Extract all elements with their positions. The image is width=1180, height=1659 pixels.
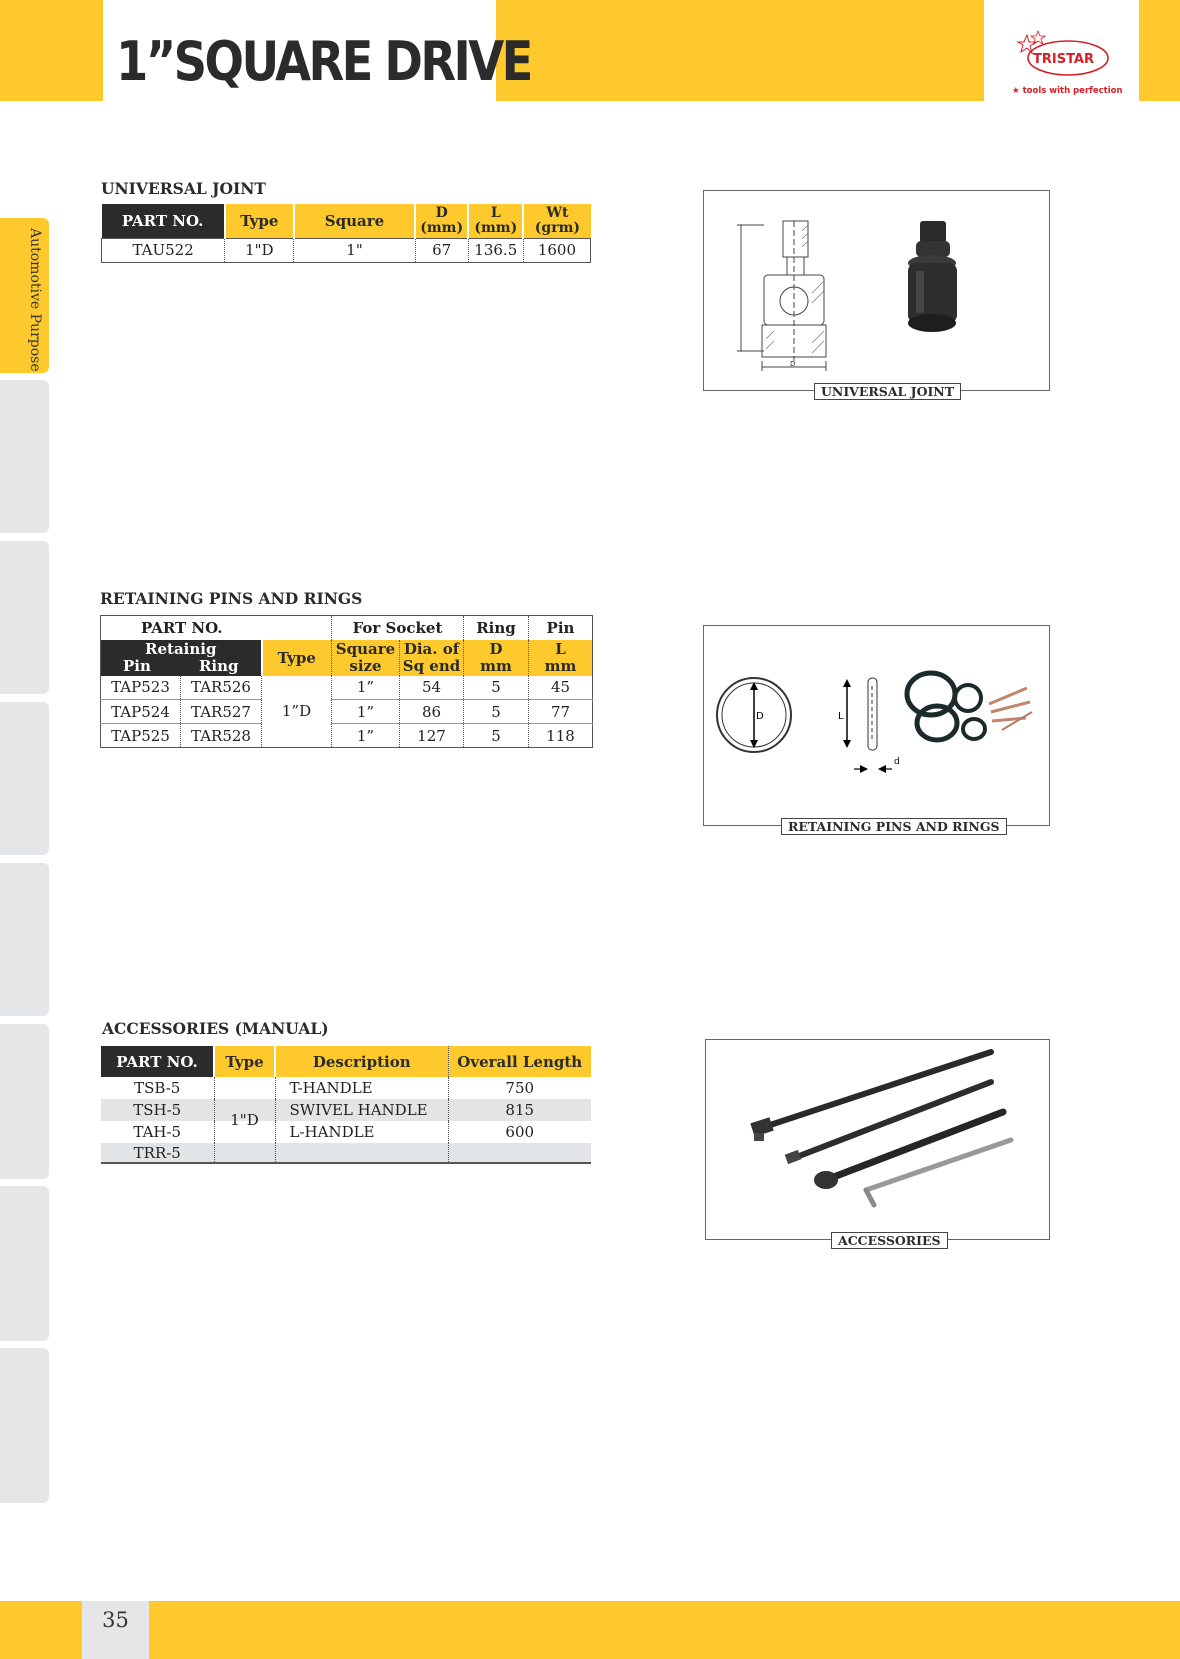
col-type: Type: [225, 204, 294, 238]
figure-retaining: [703, 625, 1050, 834]
table-row: TSB-5 1"D T-HANDLE 750: [101, 1077, 591, 1099]
figure-accessories: [705, 1039, 1050, 1248]
side-tab-6[interactable]: [0, 1024, 49, 1179]
table-row: TAP523 TAR526 1”D 1” 54 5 45: [101, 676, 593, 700]
side-tab-5[interactable]: [0, 863, 49, 1016]
svg-text:D: D: [756, 711, 764, 722]
table-row: TAH-5 L-HANDLE 600: [101, 1121, 591, 1143]
figure-universal-joint: [703, 190, 1050, 399]
col-part-no: PART NO.: [102, 204, 225, 238]
brand-logo: [984, 0, 1139, 101]
svg-text:D: D: [790, 360, 796, 368]
universal-joint-table: [101, 204, 591, 263]
section-title-accessories: ACCESSORIES (MANUAL): [102, 1019, 329, 1038]
table-row: TAP525 TAR528 1” 127 5 118: [101, 724, 593, 748]
side-tab-2[interactable]: [0, 380, 49, 533]
page-title: 1”SQUARE DRIVE: [116, 30, 531, 93]
side-tab-automotive-purpose[interactable]: [0, 218, 49, 373]
table-row: TRR-5: [101, 1143, 591, 1163]
side-tab-3[interactable]: [0, 541, 49, 694]
table-row: TAU522 1"D 1" 67 136.5 1600: [102, 238, 591, 262]
col-d: D (mm): [415, 204, 468, 238]
footer-band: [0, 1601, 1180, 1659]
universal-joint-drawing: [704, 191, 1049, 390]
figure-caption: ACCESSORIES: [831, 1232, 948, 1249]
side-tab-label: Automotive Purpose: [27, 228, 43, 372]
figure-caption: UNIVERSAL JOINT: [814, 383, 961, 400]
figure-caption: RETAINING PINS AND RINGS: [781, 818, 1007, 835]
retaining-table: PART NO. For Socket Ring Pin Retainig Pin Ring Type Square size Dia. of Sq end D mm L mm TAP523 TAR526 1”D 1” 54 5 45 TAP524 TAR527 1” 86 5 77 TAP525 TAR528 1” 127 5 118: [100, 615, 593, 748]
svg-text:d: d: [894, 757, 900, 767]
page-number: 35: [82, 1601, 149, 1659]
logo-tagline: ★ tools with perfection: [1012, 86, 1123, 96]
section-title-universal-joint: UNIVERSAL JOINT: [101, 179, 266, 198]
col-square: Square: [294, 204, 415, 238]
table-row: TAP524 TAR527 1” 86 5 77: [101, 700, 593, 724]
side-tab-7[interactable]: [0, 1186, 49, 1341]
accessories-drawing: [706, 1040, 1049, 1239]
retaining-drawing: [704, 626, 1049, 825]
svg-text:L: L: [838, 711, 844, 722]
side-tab-4[interactable]: [0, 702, 49, 855]
col-l: L (mm): [468, 204, 523, 238]
accessories-table: PART NO. Type Description Overall Length TSB-5 1"D T-HANDLE 750 TSH-5 SWIVEL HANDLE 815 TAH-5 L-HANDLE 600 TRR-5: [101, 1046, 591, 1164]
col-wt: Wt (grm): [523, 204, 590, 238]
logo-name: TRISTAR: [1033, 52, 1095, 67]
side-tab-8[interactable]: [0, 1348, 49, 1503]
section-title-retaining: RETAINING PINS AND RINGS: [100, 589, 363, 608]
table-row: TSH-5 SWIVEL HANDLE 815: [101, 1099, 591, 1121]
col-retaining: Retainig Pin Ring: [101, 640, 262, 676]
